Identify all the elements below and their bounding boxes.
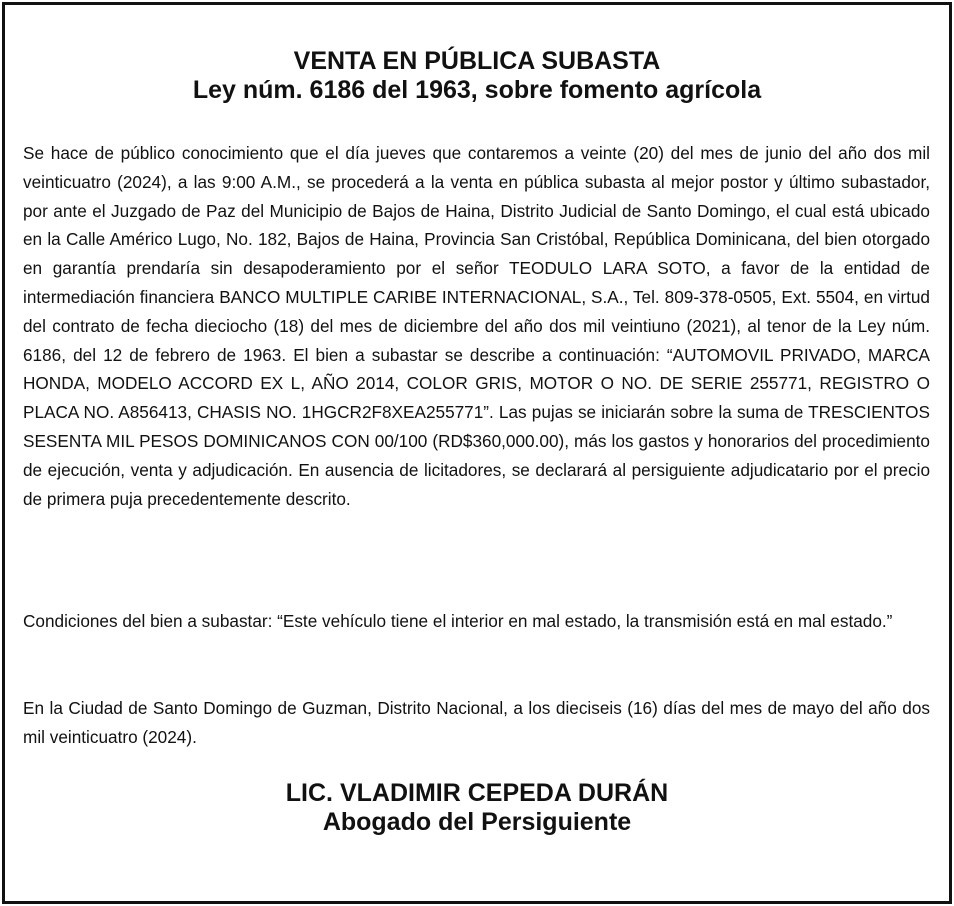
signer-name: LIC. VLADIMIR CEPEDA DURÁN: [285, 779, 669, 807]
notice-title: VENTA EN PÚBLICA SUBASTA: [293, 47, 661, 75]
auction-details-paragraph: Se hace de público conocimiento que el día jueves que contaremos a veinte (20) del mes de junio del año dos mil veinticuatro (2024), a las 9:00 A.M., se procederá a la venta en pública subasta al mejor postor y último subastador, por ante el Juzgado de Paz del Municipio de Bajos de Haina, Distrito Judicial de Santo Domingo, el cual está ubicado en la Calle Américo Lugo, No. 182, Bajos de Haina, Provincia San Cristóbal, República Dominicana, del bien otorgado en garantía prendaría sin desapoderamiento por el señor TEODULO LARA SOTO, a favor de la entidad de intermediación financiera BANCO MULTIPLE CARIBE INTERNACIONAL, S.A., Tel. 809-378-0505, Ext. 5504, en virtud del contrato de fecha dieciocho (18) del mes de diciembre del año dos mil veintiuno (2021), al tenor de la Ley núm. 6186, del 12 de febrero de 1963. El bien a subastar se describe a continuación: “AUTOMOVIL PRIVADO, MARCA HONDA, MODELO ACCORD EX L, AÑO 2014, COLOR GRIS, MOTOR O NO. DE SERIE 255771, REGISTRO O PLACA NO. A856413, CHASIS NO. 1HGCR2F8XEA255771”. Las pujas se iniciarán sobre la suma de TRESCIENTOS SESENTA MIL PESOS DOMINICANOS CON 00/100 (RD$360,000.00), más los gastos y honorarios del procedimiento de ejecución, venta y adjudicación. En ausencia de licitadores, se declarará al persiguiente adjudicatario por el precio de primera puja precedentemente descrito.: [23, 143, 930, 509]
signer-role: Abogado del Persiguiente: [322, 808, 632, 836]
asset-conditions-paragraph: Condiciones del bien a subastar: “Este vehículo tiene el interior en mal estado, la transmisión está en mal estado.”: [23, 611, 893, 631]
place-date-paragraph: En la Ciudad de Santo Domingo de Guzman, Distrito Nacional, a los dieciseis (16) días del mes de mayo del año dos mil veinticuatro (2024).: [23, 698, 930, 747]
notice-subtitle: Ley núm. 6186 del 1963, sobre fomento agrícola: [192, 76, 762, 104]
legal-notice-box: [2, 2, 952, 904]
